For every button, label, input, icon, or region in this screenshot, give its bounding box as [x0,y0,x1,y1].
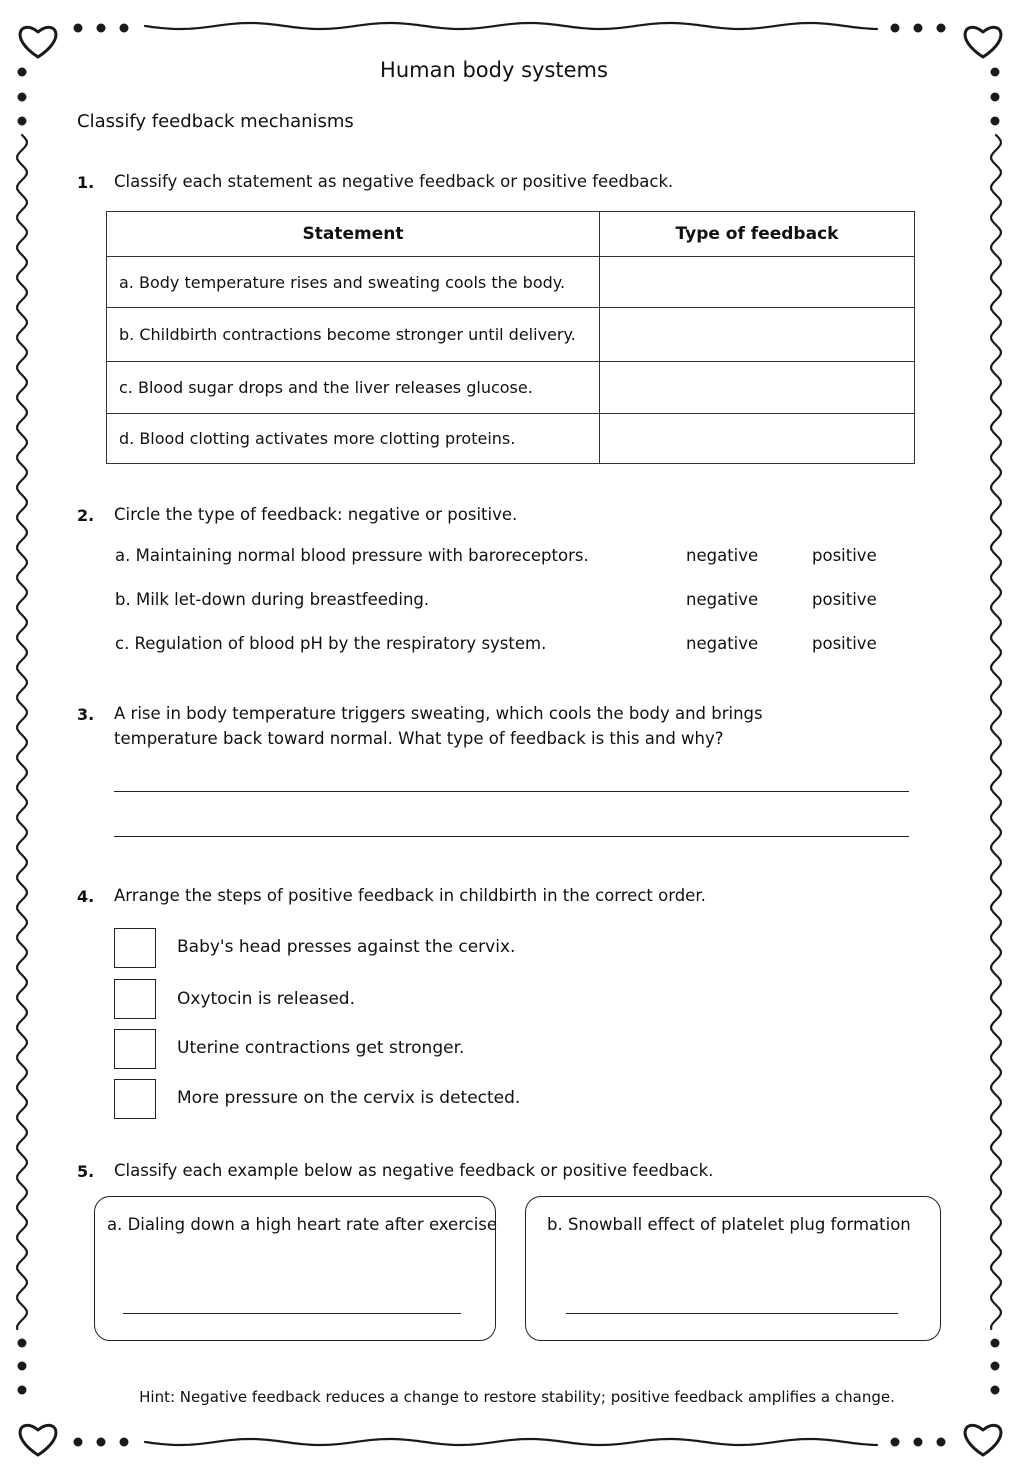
border-dot [914,24,923,33]
border-dot [97,1438,106,1447]
border-dot [97,24,106,33]
wavy-border-top [145,23,877,29]
border-dot [991,1362,1000,1371]
border-dot [74,24,83,33]
border-dot [937,1438,946,1447]
border-dot [18,1339,27,1348]
answer-cell[interactable] [600,257,915,308]
border-dot [18,117,27,126]
heart-outline-icon [965,27,1001,57]
question-number: 4. [77,887,95,906]
statement-cell: a. Body temperature rises and sweating cools the body. [107,257,600,308]
heart-outline-icon [20,27,56,57]
table-header-statement: Statement [107,212,600,257]
circle-item [115,546,895,565]
circle-item-text: b. Milk let-down during breastfeeding. [115,590,430,609]
wavy-border-left [17,135,27,1329]
option-positive[interactable]: positive [812,546,877,565]
table-header-type: Type of feedback [600,212,915,257]
question-number: 2. [77,506,95,525]
page-title: Human body systems [380,58,608,82]
border-dot [991,68,1000,77]
answer-cell[interactable] [600,362,915,414]
border-dot [937,24,946,33]
heart-outline-icon [20,1425,56,1455]
border-dot [18,93,27,102]
option-positive[interactable]: positive [812,590,877,609]
table-row [107,308,915,362]
border-dot [891,1438,900,1447]
wavy-border-bottom [145,1439,877,1445]
border-dot [891,24,900,33]
answer-line[interactable] [566,1313,898,1314]
hint-text: Hint: Negative feedback reduces a change to restore stability; positive feedback amplifies a change. [139,1388,895,1406]
step-text: Uterine contractions get stronger. [177,1038,465,1058]
feedback-classification-table [106,211,915,464]
section-subtitle: Classify feedback mechanisms [77,111,354,132]
example-box [94,1196,496,1341]
question-1 [77,173,94,192]
step-text: Oxytocin is released. [177,989,355,1009]
question-number: 3. [77,705,95,724]
heart-outline-icon [965,1425,1001,1455]
order-box[interactable] [114,1079,156,1119]
statement-cell: d. Blood clotting activates more clotting proteins. [107,414,600,464]
question-4-prompt: Arrange the steps of positive feedback in childbirth in the correct order. [114,886,706,905]
border-dot [74,1438,83,1447]
border-dot [991,117,1000,126]
border-dot [120,1438,129,1447]
answer-line[interactable] [123,1313,461,1314]
order-box[interactable] [114,979,156,1019]
option-negative[interactable]: negative [686,590,759,609]
question-5-prompt: Classify each example below as negative feedback or positive feedback. [114,1161,714,1180]
question-number: 5. [77,1162,95,1181]
table-row [107,257,915,308]
answer-line[interactable] [114,836,909,837]
table-row [107,362,915,414]
option-positive[interactable]: positive [812,634,877,653]
order-box[interactable] [114,928,156,968]
step-text: Baby's head presses against the cervix. [177,937,516,957]
question-number: 1. [77,173,95,192]
answer-cell[interactable] [600,308,915,362]
border-dot [991,93,1000,102]
question-1-prompt: Classify each statement as negative feedback or positive feedback. [114,172,674,191]
question-3-prompt-line2: temperature back toward normal. What type of feedback is this and why? [114,729,724,748]
border-dot [914,1438,923,1447]
example-label: b. Snowball effect of platelet plug formation [547,1215,911,1234]
order-box[interactable] [114,1029,156,1069]
wavy-border-right [991,135,1001,1329]
answer-cell[interactable] [600,414,915,464]
table-row [107,414,915,464]
example-label: a. Dialing down a high heart rate after exercise [107,1215,498,1234]
statement-cell: c. Blood sugar drops and the liver releases glucose. [107,362,600,414]
example-box [525,1196,941,1341]
circle-item [115,590,895,609]
border-dot [991,1339,1000,1348]
option-negative[interactable]: negative [686,546,759,565]
option-negative[interactable]: negative [686,634,759,653]
question-3-prompt-line1: A rise in body temperature triggers sweating, which cools the body and brings [114,704,763,723]
statement-cell: b. Childbirth contractions become stronger until delivery. [107,308,600,362]
border-dot [18,1362,27,1371]
border-dot [120,24,129,33]
question-2-prompt: Circle the type of feedback: negative or positive. [114,505,518,524]
circle-item [115,634,895,653]
circle-item-text: a. Maintaining normal blood pressure with baroreceptors. [115,546,589,565]
answer-line[interactable] [114,791,909,792]
circle-item-text: c. Regulation of blood pH by the respiratory system. [115,634,547,653]
step-text: More pressure on the cervix is detected. [177,1088,521,1108]
